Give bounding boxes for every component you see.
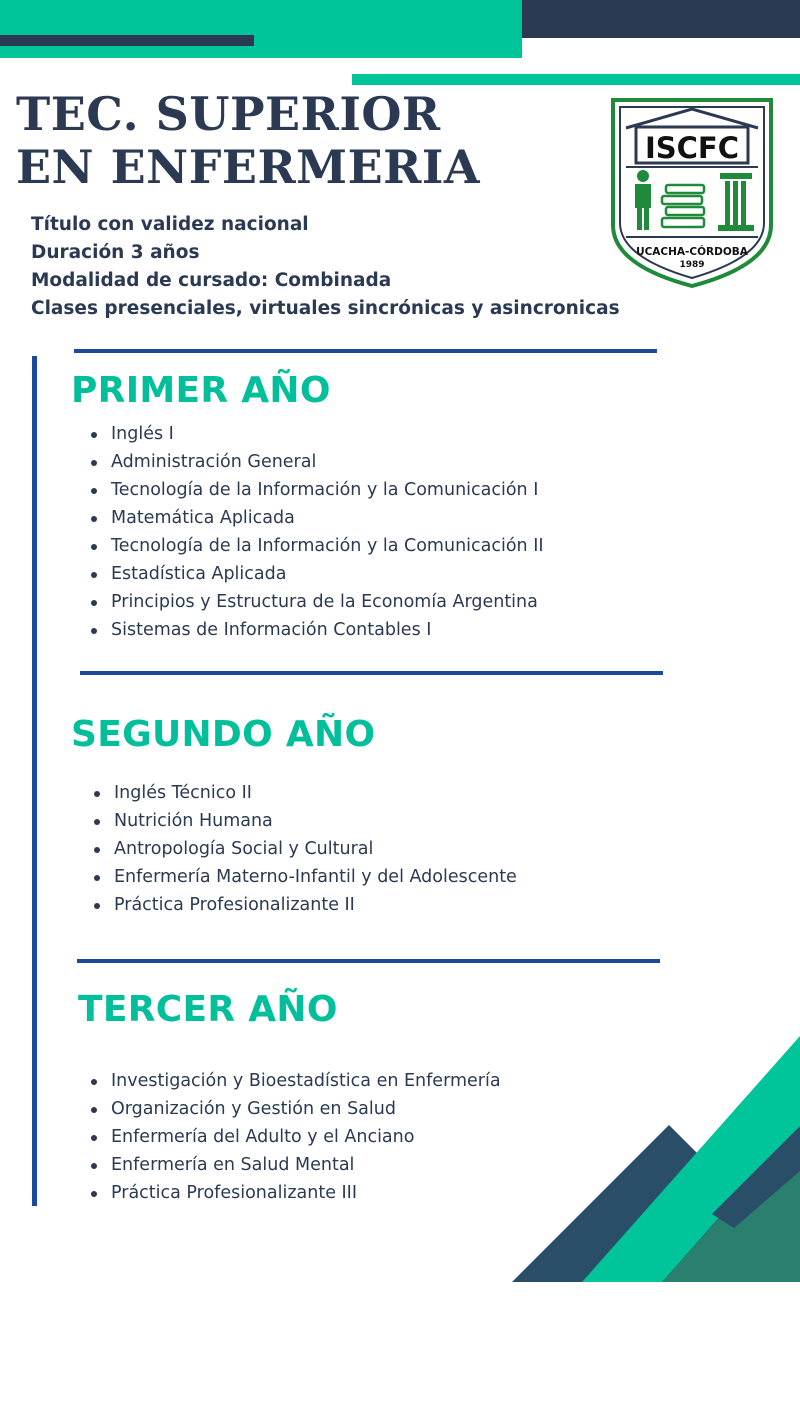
crest-location: UCACHA-CÓRDOBA [636,246,748,258]
subject-item: Matemática Aplicada [91,504,544,532]
vertical-rule [32,356,37,1206]
divider-3 [77,959,660,963]
header-bar-teal [0,0,522,58]
subject-item: Investigación y Bioestadística en Enfermería [91,1067,501,1095]
page-title-line-1: TEC. SUPERIOR [16,87,441,141]
section-title-second-year: SEGUNDO AÑO [71,714,376,755]
info-classes: Clases presenciales, virtuales sincrónicas y asincronicas [31,298,620,319]
divider-2 [80,671,663,675]
subject-item: Enfermería Materno-Infantil y del Adolescente [94,863,517,891]
header-bar-navy [522,0,800,38]
divider-1 [74,349,657,353]
page-title-line-2: EN ENFERMERIA [16,140,481,194]
subject-item: Estadística Aplicada [91,560,544,588]
subject-item: Nutrición Humana [94,807,517,835]
header-bar-teal-right [352,74,800,85]
subject-item: Antropología Social y Cultural [94,835,517,863]
info-duration: Duración 3 años [31,242,200,263]
subject-item: Tecnología de la Información y la Comunicación II [91,532,544,560]
crest-year: 1989 [679,260,705,270]
section-title-third-year: TERCER AÑO [78,989,338,1030]
section-title-first-year: PRIMER AÑO [71,370,331,411]
subject-item: Principios y Estructura de la Economía Argentina [91,588,544,616]
subject-item: Enfermería del Adulto y el Anciano [91,1123,501,1151]
subject-item: Inglés Técnico II [94,779,517,807]
subject-list-third-year [91,1067,501,1207]
corner-decoration [512,1036,800,1282]
subject-item: Organización y Gestión en Salud [91,1095,501,1123]
subject-item: Sistemas de Información Contables I [91,616,544,644]
institution-crest-logo [610,97,774,289]
info-title-validity: Título con validez nacional [31,214,309,235]
header-bar-navy-inner [0,35,254,46]
subject-item: Enfermería en Salud Mental [91,1151,501,1179]
subject-item: Inglés I [91,420,544,448]
crest-acronym: ISCFC [644,131,740,165]
subject-list-first-year [91,420,544,644]
subject-item: Tecnología de la Información y la Comunicación I [91,476,544,504]
subject-item: Práctica Profesionalizante II [94,891,517,919]
subject-item: Administración General [91,448,544,476]
subject-item: Práctica Profesionalizante III [91,1179,501,1207]
info-modality: Modalidad de cursado: Combinada [31,270,392,291]
subject-list-second-year [94,779,517,919]
